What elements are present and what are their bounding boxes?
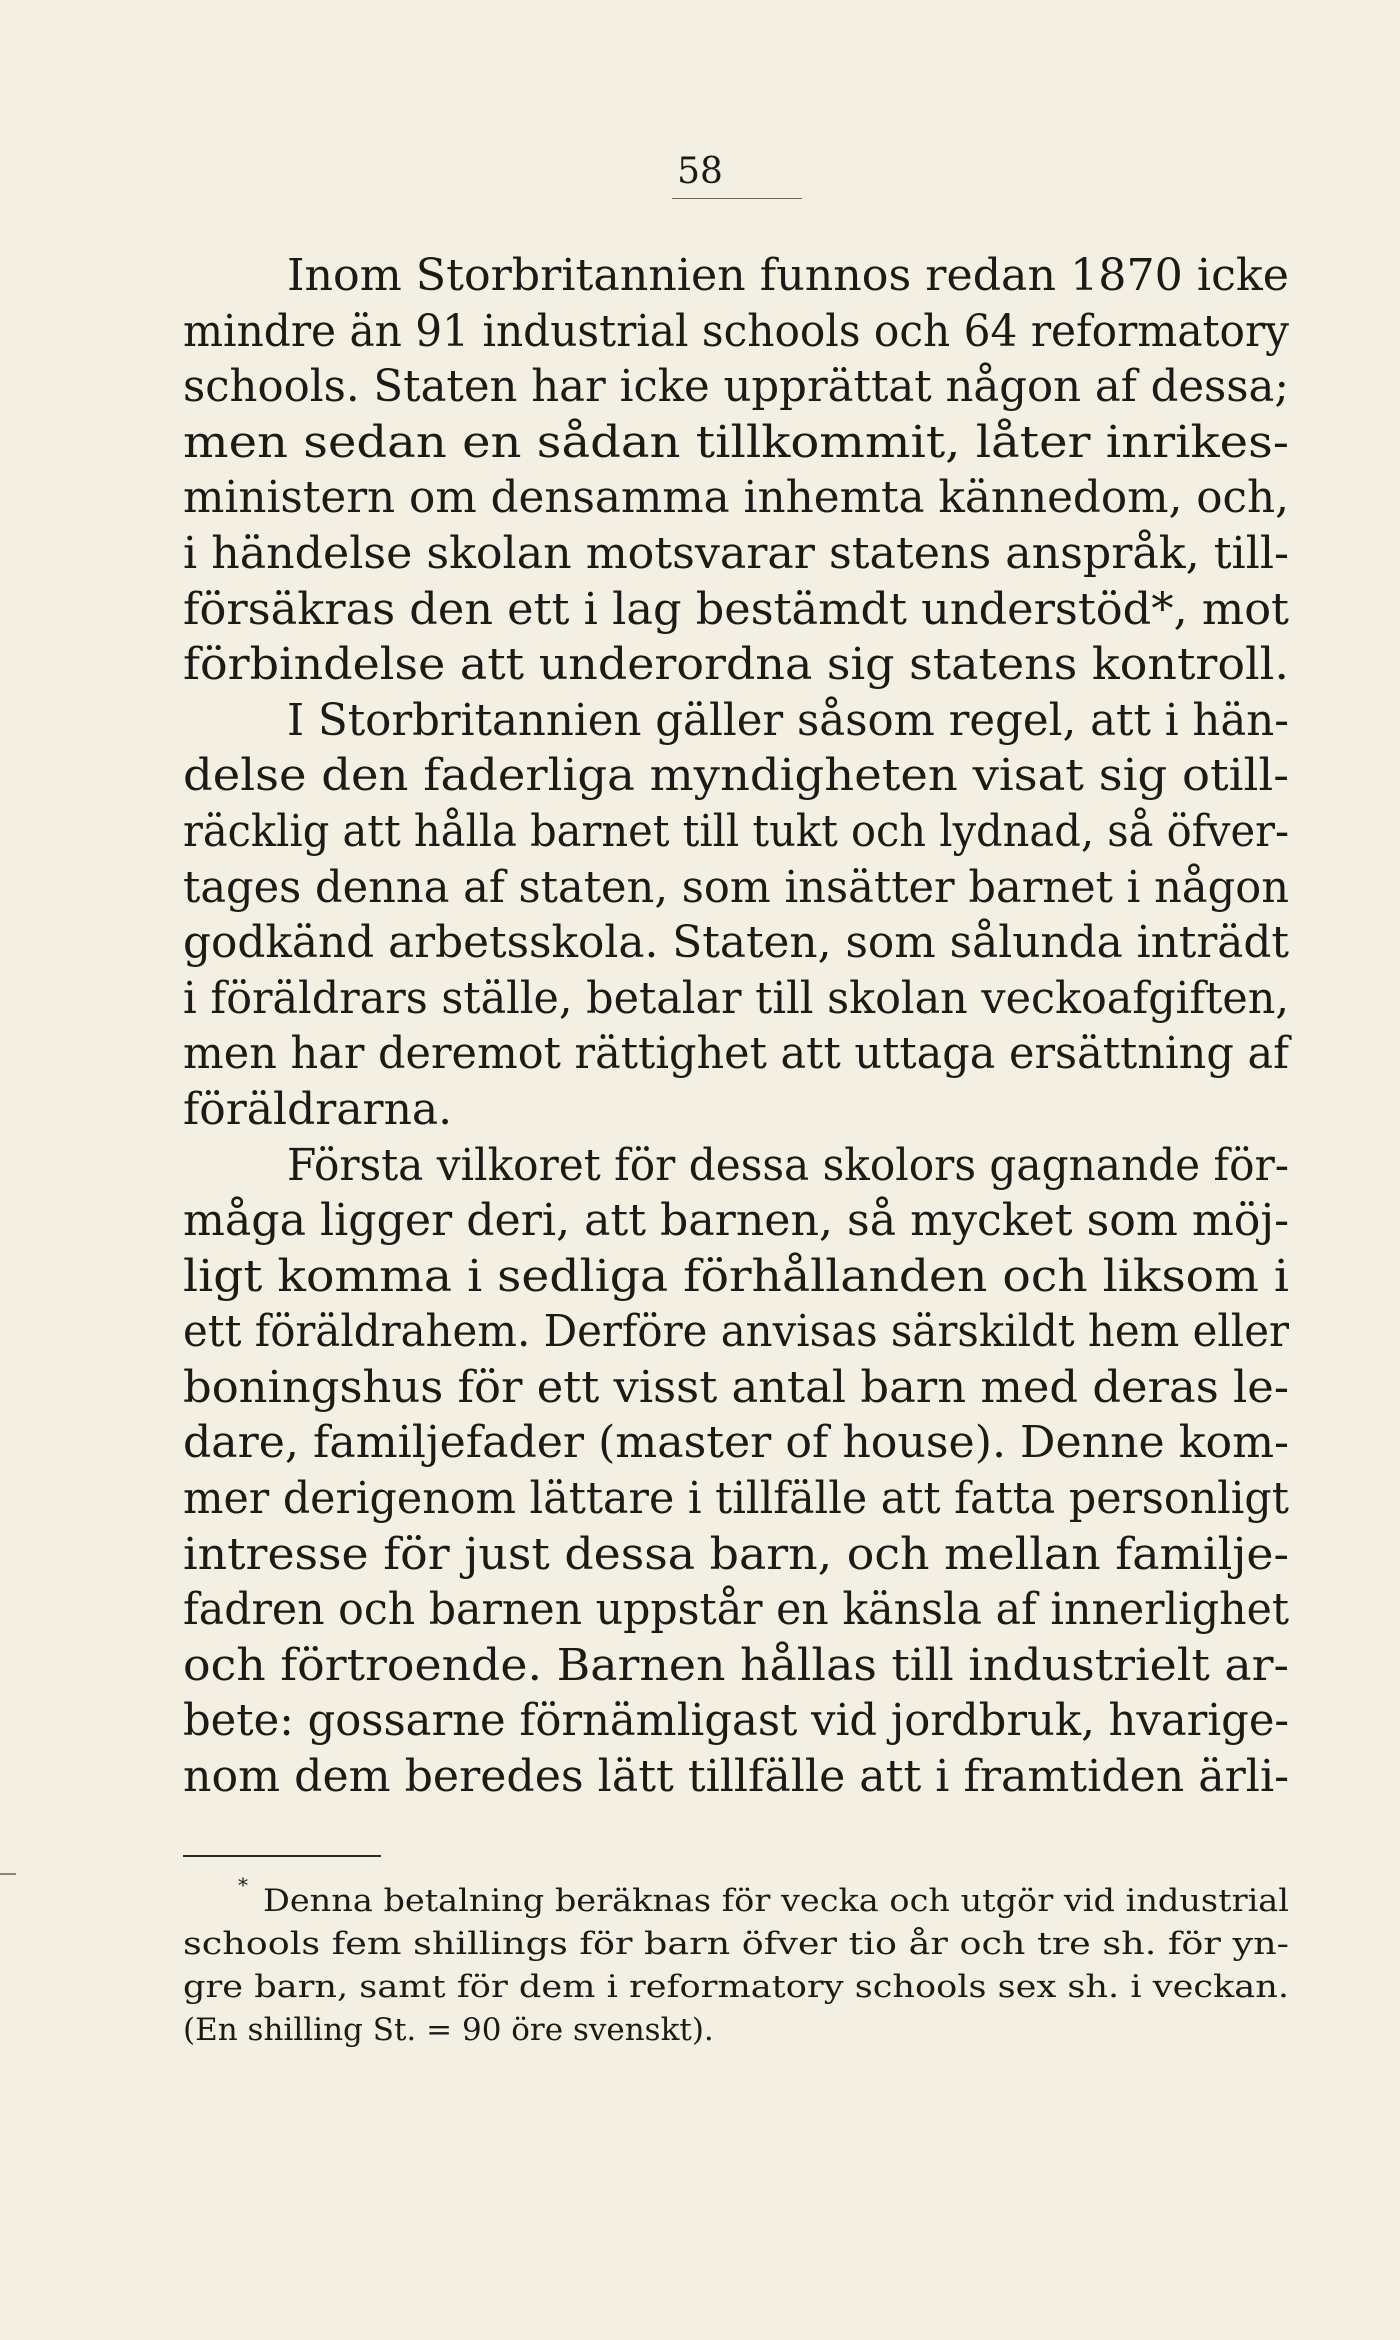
text-line xyxy=(183,359,1289,415)
text-line xyxy=(183,1304,1289,1360)
text-line xyxy=(183,1582,1289,1638)
text-line xyxy=(183,1193,1289,1249)
text-line-content: Första vilkoret för dessa skolors gagnande för- xyxy=(287,1139,1290,1191)
body-text xyxy=(183,248,1289,1805)
footnote-line xyxy=(183,1923,1289,1966)
text-line-content: bete: gossarne förnämligast vid jordbruk, hvarige- xyxy=(183,1695,1290,1747)
text-line xyxy=(183,470,1289,526)
text-line xyxy=(183,1138,1289,1194)
text-line xyxy=(183,1693,1289,1749)
text-line-content: mer derigenom lättare i tillfälle att fatta personligt xyxy=(183,1473,1289,1525)
text-line-content: ett föräldrahem. Derföre anvisas särskildt hem eller xyxy=(183,1306,1289,1358)
text-line-content: mindre än 91 industrial schools och 64 reformatory xyxy=(183,305,1290,357)
text-line-content: fadren och barnen uppstår en känsla af innerlighet xyxy=(183,1584,1289,1636)
text-line-content: föräldrarna. xyxy=(183,1083,453,1135)
text-line-content: men sedan en sådan tillkommit, låter inrikes- xyxy=(183,416,1290,468)
footnote-line-content: (En shilling St. = 90 öre svenskt). xyxy=(183,2012,714,2048)
text-line xyxy=(183,860,1289,916)
text-line-content: ligt komma i sedliga förhållanden och liksom i xyxy=(183,1250,1289,1302)
footnote-line-content: Denna betalning beräknas för vecka och utgör vid industrial xyxy=(263,1883,1289,1919)
text-line xyxy=(183,1026,1289,1082)
page-number-underline xyxy=(672,198,802,199)
text-line xyxy=(183,748,1289,804)
footnote-line-content: gre barn, samt för dem i reformatory schools sex sh. i veckan. xyxy=(183,1969,1289,2005)
text-line xyxy=(183,582,1289,638)
text-line-content: godkänd arbetsskola. Staten, som sålunda inträdt xyxy=(183,917,1289,969)
text-line xyxy=(183,415,1289,471)
footnote-line xyxy=(183,1873,1289,1923)
text-line-content: måga ligger deri, att barnen, så mycket som möj- xyxy=(183,1195,1290,1247)
text-line xyxy=(183,1749,1289,1805)
text-line xyxy=(183,1082,1289,1138)
text-line-content: ministern om densamma inhemta kännedom, och, xyxy=(183,472,1290,524)
footnote-line xyxy=(183,2009,1289,2052)
text-line-content: schools. Staten har icke upprättat någon af dessa; xyxy=(183,361,1290,413)
text-line xyxy=(183,971,1289,1027)
footnote-line-content: schools fem shillings för barn öfver tio år och tre sh. för yn- xyxy=(183,1926,1290,1962)
text-line-content: nom dem beredes lätt tillfälle att i framtiden ärli- xyxy=(183,1751,1290,1803)
text-line xyxy=(183,526,1289,582)
text-line-content: i föräldrars ställe, betalar till skolan veckoafgiften, xyxy=(183,972,1290,1024)
text-line-content: boningshus för ett visst antal barn med deras le- xyxy=(183,1361,1289,1413)
page-number: 58 xyxy=(677,151,723,192)
text-line-content: räcklig att hålla barnet till tukt och lydnad, så öfver- xyxy=(183,805,1289,857)
text-line xyxy=(183,804,1289,860)
text-line xyxy=(183,1249,1289,1305)
text-line-content: i händelse skolan motsvarar statens anspråk, till- xyxy=(183,527,1289,579)
text-line xyxy=(183,1471,1289,1527)
text-line-content: och förtroende. Barnen hållas till industrielt ar- xyxy=(183,1639,1289,1691)
text-line-content: försäkras den ett i lag bestämdt understöd*, mot xyxy=(183,583,1290,635)
text-line-content: Inom Storbritannien funnos redan 1870 icke xyxy=(287,250,1289,301)
text-line-content: I Storbritannien gäller såsom regel, att i hän- xyxy=(287,694,1289,746)
text-line-content: delse den faderliga myndigheten visat sig otill- xyxy=(183,750,1289,802)
text-line-content: intresse för just dessa barn, och mellan familje- xyxy=(183,1528,1290,1580)
text-line xyxy=(183,1415,1289,1471)
footnote-marker: * xyxy=(238,1873,248,1897)
text-line xyxy=(183,693,1289,749)
text-line xyxy=(183,1527,1289,1583)
text-line-content: förbindelse att underordna sig statens kontroll. xyxy=(183,639,1289,691)
text-line-content: dare, familjefader (master of house). Denne kom- xyxy=(183,1417,1289,1469)
scan-edge-mark xyxy=(0,1873,16,1875)
text-line xyxy=(183,248,1289,304)
text-line xyxy=(183,1638,1289,1694)
footnote xyxy=(183,1873,1290,2052)
footnote-divider xyxy=(183,1855,381,1857)
text-line xyxy=(183,1360,1289,1416)
footnote-line xyxy=(183,1966,1289,2009)
text-line xyxy=(183,915,1289,971)
text-line-content: men har deremot rättighet att uttaga ersättning af xyxy=(183,1028,1290,1080)
text-line xyxy=(183,304,1289,360)
text-line-content: tages denna af staten, som insätter barnet i någon xyxy=(183,861,1290,913)
text-line xyxy=(183,637,1289,693)
